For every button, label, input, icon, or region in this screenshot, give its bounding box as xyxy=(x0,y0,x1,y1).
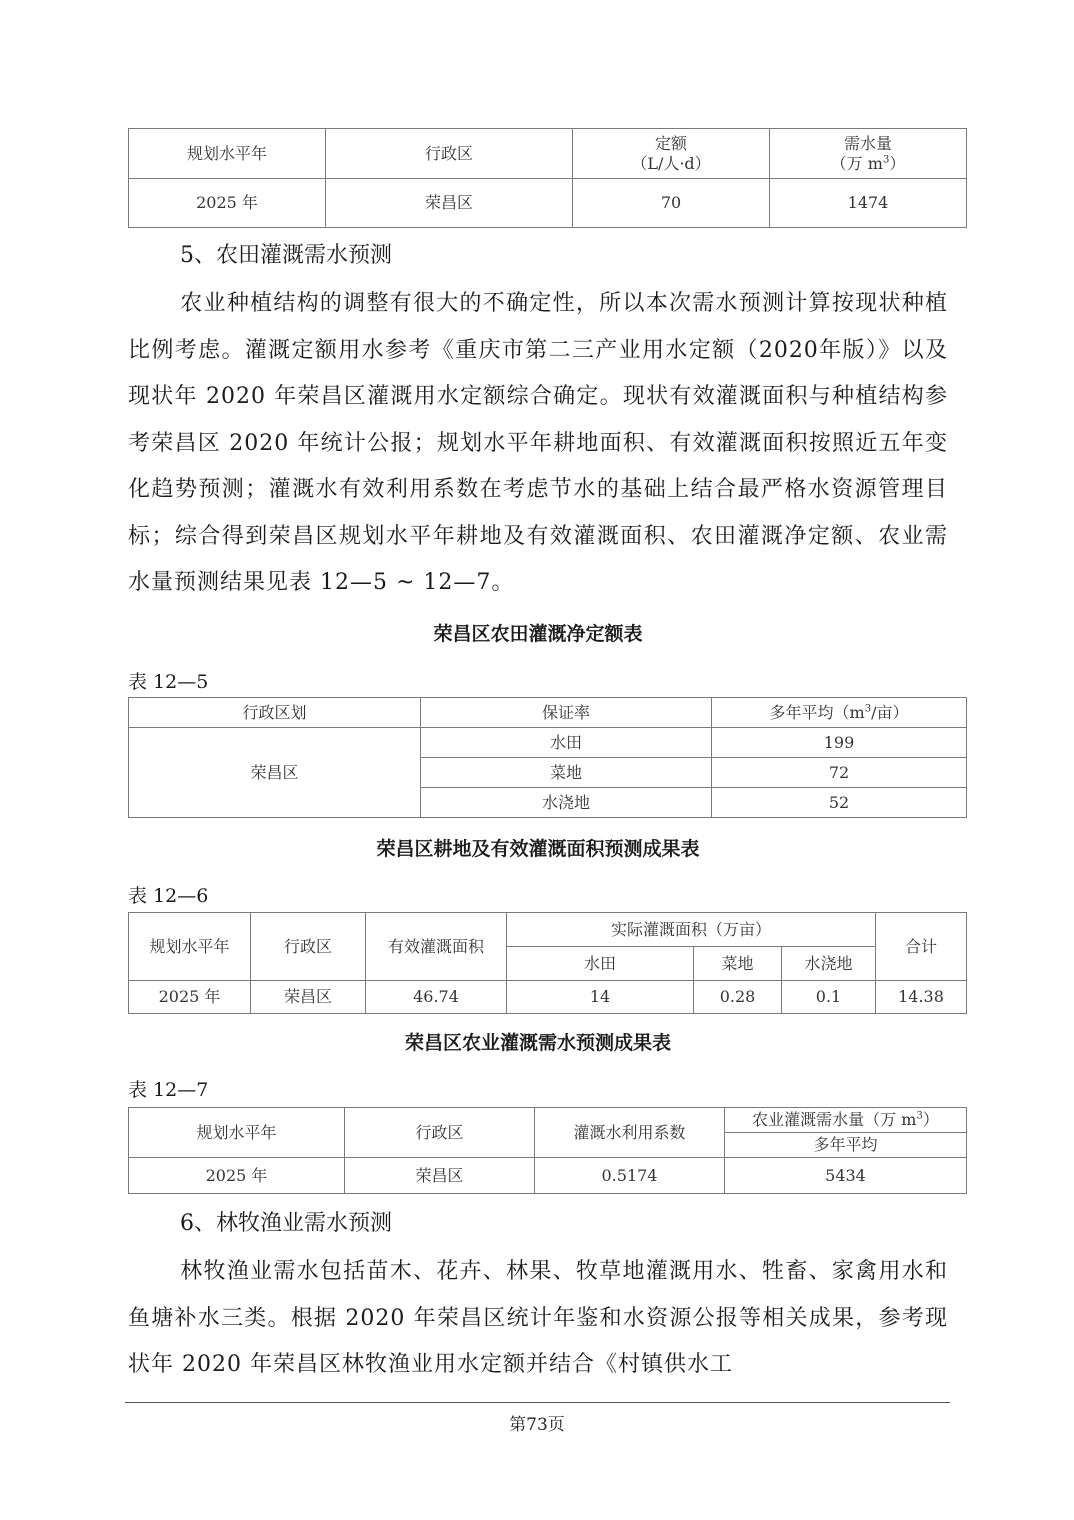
col-header-planning-year: 规划水平年 xyxy=(129,129,326,179)
table-cell: 2025 年 xyxy=(129,179,326,228)
section-heading-farmland-irrigation: 5、农田灌溉需水预测 xyxy=(180,243,392,268)
table-cell: 2025 年 xyxy=(129,981,251,1014)
section-paragraph-farmland-irrigation: 农业种植结构的调整有很大的不确定性，所以本次需水预测计算按现状种植比例考虑。灌溉定额用水参考《重庆市第二三产业用水定额（2020年版）》以及现状年 2020 年荣昌区灌溉用水定额综合确定。现状有效灌溉面积与种植结构参考荣昌区 2020 年统计公报；规划水平年耕地面积、有效灌溉面积按照近五年变化趋势预测；灌溉水有效利用系数在考虑节水的基础上结合最严格水资源管理目标；综合得到荣昌区规划水平年耕地及有效灌溉面积、农田灌溉净定额、农业需水量预测结果见表 12—5 ~ 12—7。 xyxy=(128,291,948,595)
col-header-guarantee: 保证率 xyxy=(421,698,712,728)
col-header-average: 多年平均 xyxy=(725,1133,967,1158)
table-caption: 荣昌区农田灌溉净定额表 xyxy=(433,623,643,645)
col-header-demand xyxy=(770,129,967,179)
quota-label: 定额 xyxy=(654,133,687,153)
table-irrigation-quota xyxy=(128,697,967,818)
table-cell: 46.74 xyxy=(366,981,507,1014)
col-header-quota xyxy=(573,129,770,179)
table-cell: 14 xyxy=(507,981,694,1014)
col-header-district: 行政区 xyxy=(326,129,573,179)
table-irrigated-area xyxy=(128,912,967,1014)
table-cell: 52 xyxy=(712,788,967,818)
col-header-vegetable: 菜地 xyxy=(694,947,782,981)
table-cell: 荣昌区 xyxy=(345,1158,535,1194)
col-header-irrigated-land: 水浇地 xyxy=(782,947,876,981)
table-cell: 0.5174 xyxy=(535,1158,725,1194)
table-number: 表 12—5 xyxy=(128,671,209,693)
col-header-district: 行政区 xyxy=(345,1108,535,1158)
col-header-total: 合计 xyxy=(876,913,967,981)
table-cell: 荣昌区 xyxy=(326,179,573,228)
col-header-actual-area: 实际灌溉面积（万亩） xyxy=(507,913,876,947)
col-header-district: 行政区划 xyxy=(129,698,421,728)
col-header-average: 多年平均（$m^3/$亩） xyxy=(712,698,967,728)
table-domestic-water xyxy=(128,128,967,228)
quota-unit: （L/人·d） xyxy=(631,153,711,173)
table-cell: 菜地 xyxy=(421,758,712,788)
col-header-planning-year: 规划水平年 xyxy=(129,1108,345,1158)
table-cell: 72 xyxy=(712,758,967,788)
col-header-paddy: 水田 xyxy=(507,947,694,981)
table-cell: 0.1 xyxy=(782,981,876,1014)
col-header-utilization-coefficient: 灌溉水利用系数 xyxy=(535,1108,725,1158)
table-cell: 199 xyxy=(712,728,967,758)
table-cell: 2025 年 xyxy=(129,1158,345,1194)
col-header-effective-area: 有效灌溉面积 xyxy=(366,913,507,981)
section-paragraph-forestry-fishery: 林牧渔业需水包括苗木、花卉、林果、牧草地灌溉用水、牲畜、家禽用水和鱼塘补水三类。根据 2020 年荣昌区统计年鉴和水资源公报等相关成果，参考现状年 2020 年荣昌区林牧渔业用水定额并结合《村镇供水工 xyxy=(128,1259,948,1377)
page-number: 第73页 xyxy=(509,1415,565,1435)
table-number: 表 12—6 xyxy=(128,885,209,907)
table-cell: 0.28 xyxy=(694,981,782,1014)
table-agri-water-demand xyxy=(128,1107,967,1194)
table-cell: 70 xyxy=(573,179,770,228)
demand-label: 需水量 xyxy=(843,133,892,153)
col-header-agri-demand: 农业灌溉需水量（万 $m^3$） xyxy=(725,1108,967,1133)
table-cell: 1474 xyxy=(770,179,967,228)
table-cell: 14.38 xyxy=(876,981,967,1014)
table-cell-region: 荣昌区 xyxy=(129,728,421,818)
section-heading-forestry-fishery: 6、林牧渔业需水预测 xyxy=(180,1211,392,1236)
col-header-district: 行政区 xyxy=(251,913,366,981)
table-caption: 荣昌区耕地及有效灌溉面积预测成果表 xyxy=(376,838,700,860)
col-header-planning-year: 规划水平年 xyxy=(129,913,251,981)
footer-divider xyxy=(125,1402,950,1403)
table-cell: 荣昌区 xyxy=(251,981,366,1014)
table-caption: 荣昌区农业灌溉需水预测成果表 xyxy=(404,1032,671,1054)
table-cell: 5434 xyxy=(725,1158,967,1194)
table-cell: 水田 xyxy=(421,728,712,758)
table-cell: 水浇地 xyxy=(421,788,712,818)
demand-unit: （万 $m^3$） xyxy=(830,153,906,173)
table-number: 表 12—7 xyxy=(128,1079,209,1101)
